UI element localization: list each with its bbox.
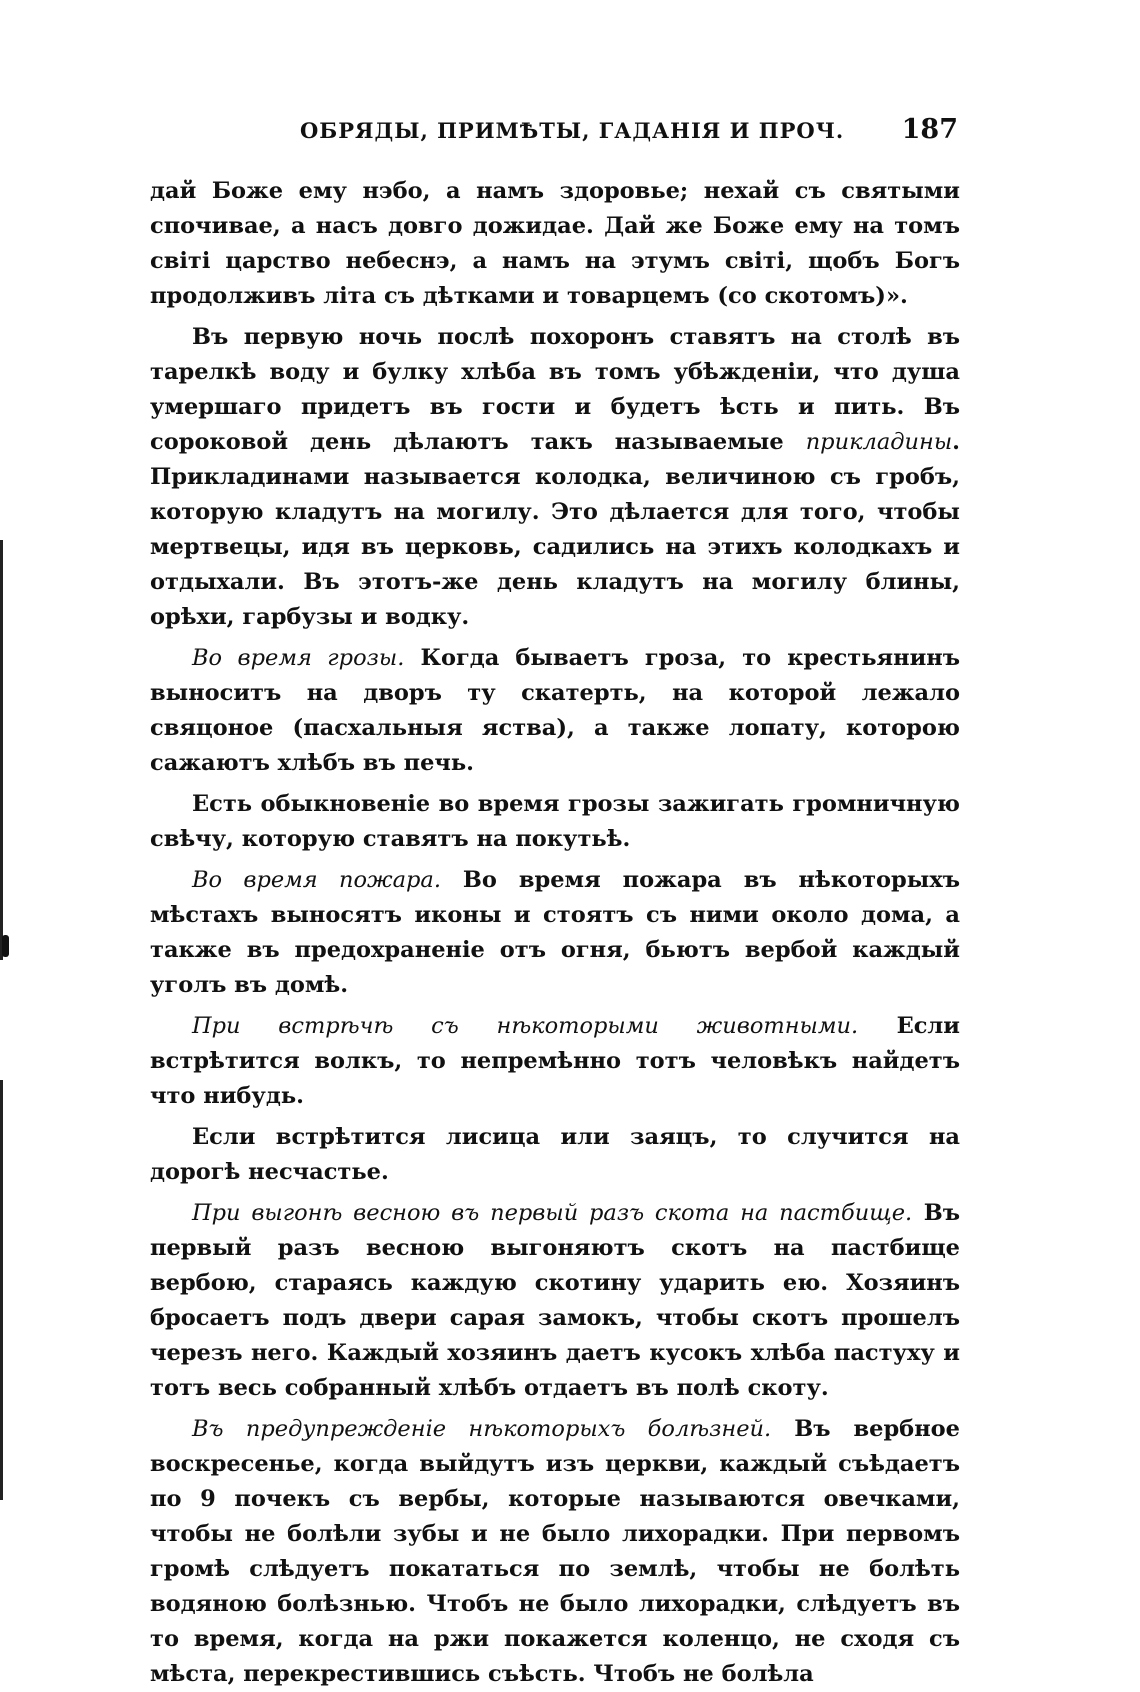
paragraph-text: Если встрѣтится волкъ, то непремѣнно тотъ человѣкъ найдетъ что нибудь. (150, 1013, 960, 1109)
paragraph-text: Во время пожара въ нѣкоторыхъ мѣстахъ выносятъ иконы и стоятъ съ ними около дома, а также въ предохраненіе отъ огня, бьютъ вербой каждый уголъ въ домѣ. (150, 867, 960, 998)
italic-term: прикладины (805, 429, 953, 455)
ink-speck (2, 935, 9, 957)
paragraph (150, 320, 960, 635)
paragraph-text: Когда бываетъ гроза, то крестьянинъ выноситъ на дворъ ту скатерть, на которой лежало свяцоное (пасхальныя яства), а также лопату, которою сажаютъ хлѣбъ въ печь. (150, 645, 960, 776)
page-number: 187 (901, 114, 958, 145)
paragraph (150, 641, 960, 781)
page-header (150, 114, 960, 150)
paragraph-text: Въ первую ночь послѣ похоронъ ставятъ на столѣ въ тарелкѣ воду и булку хлѣба въ томъ убѣжденіи, что душа умершаго придетъ въ гости и будетъ ѣсть и пить. Въ сороковой день дѣлаютъ такъ называемые (150, 324, 960, 455)
paragraph (150, 1196, 960, 1406)
section-heading: Въ предупрежденіе нѣкоторыхъ болѣзней. (192, 1416, 772, 1442)
section-heading: Во время грозы. (192, 645, 405, 671)
binding-edge-shadow (0, 540, 3, 960)
body-text (150, 174, 960, 1692)
paragraph (150, 1412, 960, 1692)
section-heading: Во время пожара. (192, 867, 441, 893)
section-heading: При встрѣчѣ съ нѣкоторыми животными. (192, 1013, 859, 1039)
paragraph-text: Въ вербное воскресенье, когда выйдутъ изъ церкви, каждый съѣдаетъ по 9 почекъ съ вербы, которые называются овечками, чтобы не болѣли зубы и не было лихорадки. При первомъ громѣ слѣдуетъ покататься по землѣ, чтобы не болѣть водяною болѣзнью. Чтобъ не было лихорадки, слѣдуетъ въ то время, когда на ржи покажется коленцо, не сходя съ мѣста, перекрестившись съѣсть. Чтобъ не болѣла (150, 1416, 960, 1687)
paragraph-text: . Прикладинами называется колодка, величиною съ гробъ, которую кладутъ на могилу. Это дѣлается для того, чтобы мертвецы, идя въ церковь, садились на этихъ колодкахъ и отдыхали. Въ этотъ-же день кладутъ на могилу блины, орѣхи, гарбузы и водку. (150, 429, 960, 630)
paragraph (150, 863, 960, 1003)
running-title: ОБРЯДЫ, ПРИМѢТЫ, ГАДАНІЯ И ПРОЧ. (300, 118, 845, 143)
paragraph-text: дай Боже ему нэбо, а намъ здоровье; нехай съ святыми спочивае, а насъ довго дожидае. Дай же Боже ему на томъ світі царство небеснэ, а намъ на этумъ світі, щобъ Богъ продолживъ літа съ дѣтками и товарцемъ (со скотомъ)». (150, 178, 960, 309)
paragraph (150, 1120, 960, 1190)
paragraph (150, 787, 960, 857)
paragraph-text: Въ первый разъ весною выгоняютъ скотъ на пастбище вербою, стараясь каждую скотину ударить ею. Хозяинъ бросаетъ подъ двери сарая замокъ, чтобы скотъ прошелъ черезъ него. Каждый хозяинъ даетъ кусокъ хлѣба пастуху и тотъ весь собранный хлѣбъ отдаетъ въ полѣ скоту. (150, 1200, 960, 1401)
paragraph-text: Есть обыкновеніе во время грозы зажигать громничную свѣчу, которую ставятъ на покутьѣ. (150, 791, 960, 852)
paragraph-text: Если встрѣтится лисица или заяцъ, то случится на дорогѣ несчастье. (150, 1124, 960, 1185)
paragraph (150, 174, 960, 314)
paragraph (150, 1009, 960, 1114)
section-heading: При выгонѣ весною въ первый разъ скота на пастбище. (192, 1200, 913, 1226)
binding-edge-shadow (0, 1080, 3, 1500)
